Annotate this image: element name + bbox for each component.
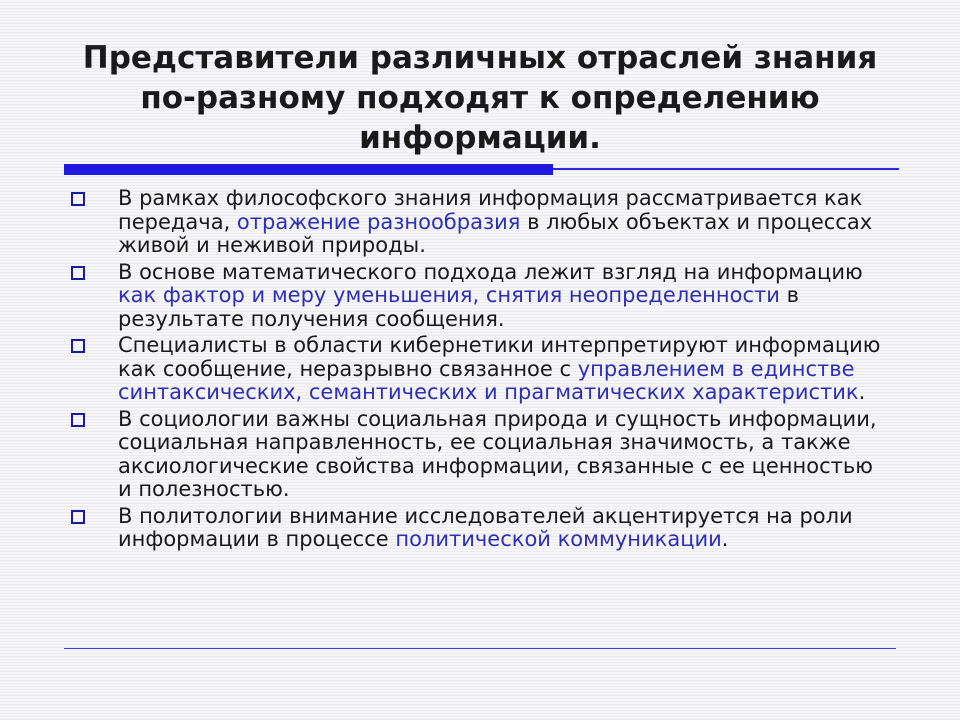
bullet-item-sociology (70, 408, 885, 502)
slide-title-line-3: информации. (359, 120, 601, 156)
bullet-text: В социологии важны социальная природа и сущность информации, социальная направленность, ее социальная значимость, а также аксиологические свойства информации, связанные с ее ценностью и полезностью. (118, 406, 877, 501)
bullet-list (70, 187, 885, 555)
bullet-item-mathematics (70, 261, 885, 332)
square-bullet-icon (71, 510, 85, 524)
title-underline-thick (64, 164, 553, 175)
bullet-item-politology (70, 505, 885, 552)
title-underline-thin (553, 168, 899, 170)
bullet-text: В рамках философского знания информация рассматривается как передача, (118, 186, 863, 234)
bullet-text: В политологии внимание исследователей акцентируется на роли информации в процессе (118, 503, 853, 551)
square-bullet-icon (71, 192, 85, 206)
slide-title-line-1: Представители различных отраслей знания (82, 40, 878, 76)
square-bullet-icon (71, 266, 85, 280)
bullet-text: в любых объектах и процессах живой и неживой природы. (118, 209, 873, 257)
bullet-text: В основе математического подхода лежит взгляд на информацию (118, 259, 863, 284)
bullet-highlight: управлением в единстве синтаксических, семантических и прагматических характеристик (118, 356, 859, 404)
bullet-text: . (858, 380, 866, 404)
bullet-item-cybernetics (70, 334, 885, 405)
square-bullet-icon (71, 339, 85, 353)
bullet-text: в результате получения сообщения. (118, 283, 799, 331)
bullet-item-philosophy (70, 187, 885, 258)
bullet-highlight: политической коммуникации (395, 527, 722, 551)
bullet-highlight: отражение разнообразия (236, 209, 521, 234)
bullet-highlight: как фактор и меру уменьшения, снятия неопределенности (118, 283, 780, 307)
bullet-text: Специалисты в области кибернетики интерпретируют информацию как сообщение, неразрывно связанное с (118, 333, 881, 381)
square-bullet-icon (71, 413, 85, 427)
slide-title-line-2: по-разному подходят к определению (140, 80, 820, 116)
slide-title (40, 38, 920, 158)
bottom-divider (64, 648, 896, 649)
bullet-text: . (721, 527, 729, 551)
